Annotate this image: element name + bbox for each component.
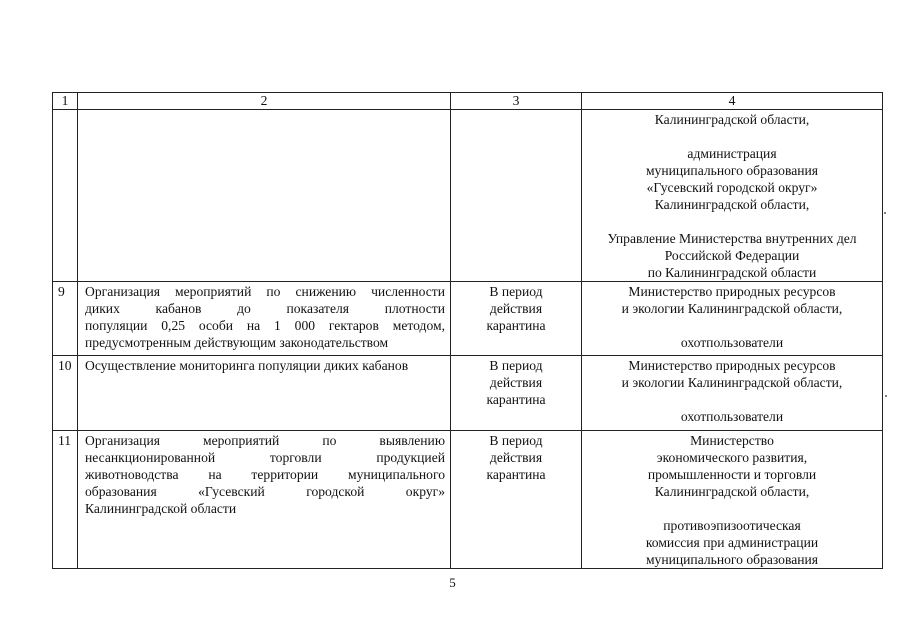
responsible-line: Калининградской области,: [654, 197, 810, 212]
scan-speck: [884, 212, 886, 214]
row-term: [451, 282, 582, 356]
row-number: 9: [53, 282, 78, 356]
description-line: Калининградской области: [85, 501, 237, 516]
measures-table: [52, 92, 883, 569]
term-line: действия: [489, 375, 543, 390]
row-description: [78, 356, 451, 431]
row-term: [451, 110, 582, 282]
row-responsible: [582, 356, 883, 431]
description-line: Осуществление мониторинга популяции диких кабанов: [85, 358, 409, 373]
continuation-row: [53, 110, 883, 282]
term-line: карантина: [486, 318, 546, 333]
description-line: диких кабанов до показателя плотности: [85, 301, 445, 316]
term-line: действия: [489, 301, 543, 316]
responsible-line: «Гусевский городской округ»: [646, 180, 818, 195]
table-row: [53, 282, 883, 356]
responsible-line: администрация: [687, 146, 777, 161]
responsible-line: Министерство природных ресурсов: [628, 284, 836, 299]
header-col-3: 3: [451, 93, 582, 110]
responsible-line: охотпользователи: [680, 409, 784, 424]
responsible-line: экономического развития,: [656, 450, 808, 465]
description-line: животноводства на территории муниципального: [85, 467, 445, 482]
table-row: [53, 356, 883, 431]
row-description: [78, 110, 451, 282]
row-responsible: [582, 110, 883, 282]
row-description: [78, 431, 451, 569]
term-line: В период: [489, 358, 543, 373]
term-line: карантина: [486, 392, 546, 407]
term-line: В период: [489, 433, 543, 448]
description-line: популяции 0,25 особи на 1 000 гектаров методом,: [85, 318, 445, 333]
responsible-line: комиссия при администрации: [645, 535, 819, 550]
responsible-line: и экологии Калининградской области,: [621, 301, 843, 316]
row-number: 10: [53, 356, 78, 431]
row-responsible: [582, 282, 883, 356]
header-col-1: 1: [53, 93, 78, 110]
responsible-line: муниципального образования: [645, 552, 819, 567]
header-row: [53, 93, 883, 110]
responsible-line: по Калининградской области: [647, 265, 817, 280]
description-line: несанкционированной торговли продукцией: [85, 450, 445, 465]
term-line: В период: [489, 284, 543, 299]
responsible-line: Российской Федерации: [664, 248, 800, 263]
description-line: Организация мероприятий по снижению численности: [85, 284, 445, 299]
description-line: образования «Гусевский городской округ»: [85, 484, 445, 499]
row-responsible: [582, 431, 883, 569]
header-col-2: 2: [78, 93, 451, 110]
responsible-line: Министерство: [690, 433, 774, 448]
responsible-line: муниципального образования: [645, 163, 819, 178]
responsible-line: Управление Министерства внутренних дел: [607, 231, 857, 246]
description-line: Организация мероприятий по выявлению: [85, 433, 445, 448]
row-number: 11: [53, 431, 78, 569]
row-number: [53, 110, 78, 282]
responsible-line: Калининградской области,: [654, 484, 810, 499]
table-row: [53, 431, 883, 569]
description-line: предусмотренным действующим законодательством: [85, 335, 389, 350]
row-term: [451, 431, 582, 569]
responsible-line: Калининградской области,: [654, 112, 810, 127]
responsible-line: и экологии Калининградской области,: [621, 375, 843, 390]
responsible-line: промышленности и торговли: [647, 467, 817, 482]
header-col-4: 4: [582, 93, 883, 110]
row-description: [78, 282, 451, 356]
responsible-line: противоэпизоотическая: [663, 518, 801, 533]
responsible-line: охотпользователи: [680, 335, 784, 350]
row-term: [451, 356, 582, 431]
scan-speck: [885, 395, 887, 397]
term-line: карантина: [486, 467, 546, 482]
responsible-line: Министерство природных ресурсов: [628, 358, 836, 373]
term-line: действия: [489, 450, 543, 465]
page-number: 5: [449, 575, 456, 590]
